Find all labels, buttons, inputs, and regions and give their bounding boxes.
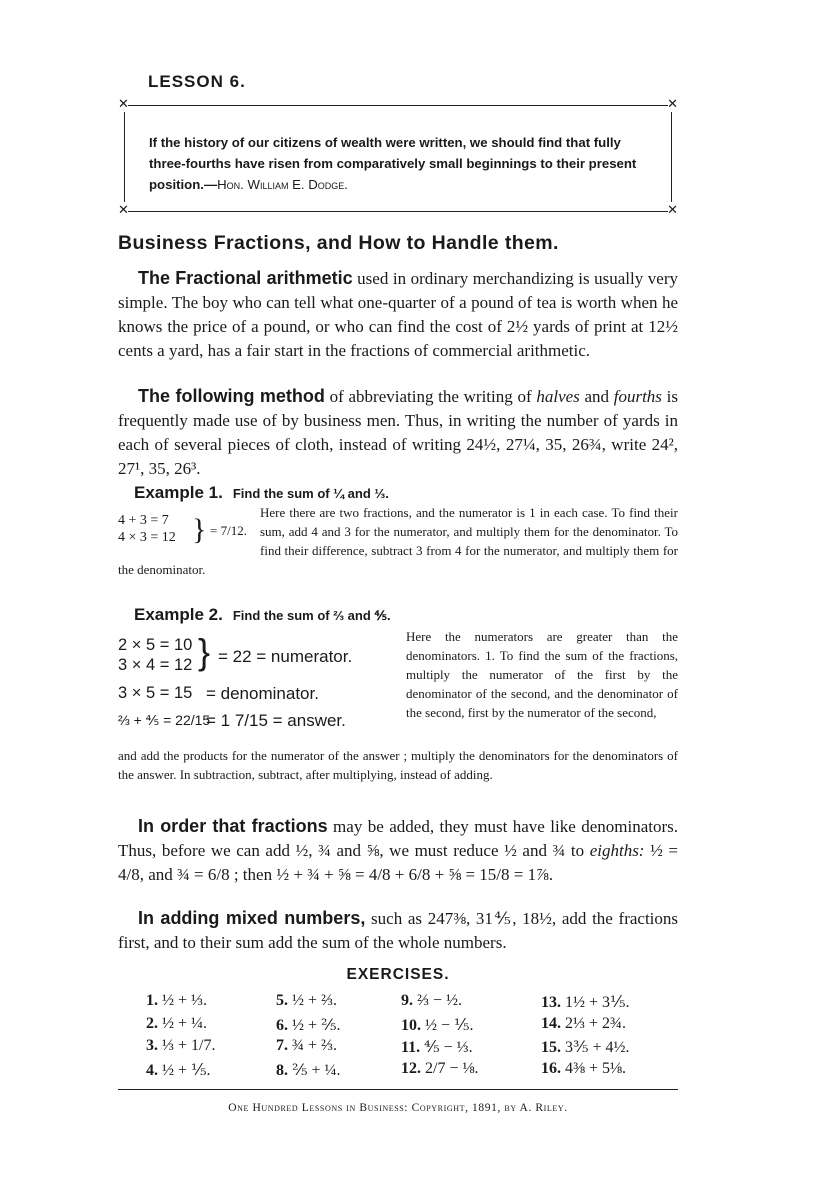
example-2-header: Example 2. Find the sum of ⅔ and ⅘.	[134, 605, 391, 624]
exercise-item: 1. ½ + ⅓.	[146, 992, 208, 1009]
exercise-item: 11. ⅘ − ⅓.	[401, 1039, 473, 1056]
exercise-item: 14. 2⅓ + 2¾.	[541, 1014, 627, 1032]
example-2-explanation: Here the numerators are greater than the denominators. 1. To find the sum of the fractions, multiply the numerator of the first by the denominator of the second, and the denominator of the second, first by the numerator of the second,	[406, 629, 678, 720]
paragraph-mixed-numbers: In adding mixed numbers, such as 247⅜, 31⅘, 18½, add the fractions first, and to their sum add the sum of the whole numbers.	[118, 908, 679, 952]
exercise-item: 8. ⅖ + ¼.	[276, 1061, 341, 1079]
page-footer: One Hundred Lessons in Business: Copyright, 1891, by A. Riley.	[228, 1102, 568, 1114]
exercise-column-4	[541, 992, 630, 1082]
ornament-icon: ✕	[118, 96, 129, 111]
exercise-item: 10. ½ − ⅕.	[401, 1016, 474, 1034]
quote-bottom-rule	[118, 202, 678, 218]
ornament-icon: ✕	[118, 202, 129, 217]
quote-box	[118, 96, 678, 218]
paragraph-in-order-that-fractions: In order that fractions may be added, they must have like denominators. Thus, before we can add ½, ¾ and ⅝, we must reduce ½ and ¾ to eighths: ½ = 4/8, and ¾ = 6/8 ; then ½ + ¾ + ⅝ = 4/8 + 6/8 + ⅝ = 15/8 = 1⅞.	[118, 816, 678, 884]
exercise-item: 2. ½ + ¼.	[146, 1014, 208, 1032]
exercise-item: 12. 2/7 − ⅛.	[401, 1059, 479, 1077]
exercise-item: 15. 3⅗ + 4½.	[541, 1039, 630, 1056]
exercise-column-3	[401, 992, 478, 1082]
quote-text: If the history of our citizens of wealth were written, we should find that fully three-fourths have risen from comparatively small beginnings to their present position.—Hon. William E. Dodge.	[149, 135, 637, 192]
exercise-item: 6. ½ + ⅖.	[276, 1016, 341, 1034]
example-1-header: Example 1. Find the sum of ¼ and ⅓.	[134, 483, 389, 502]
exercise-item: 7. ¾ + ⅔.	[276, 1037, 338, 1054]
quote-frame	[124, 112, 672, 202]
quote-author: Hon. William E. Dodge.	[217, 177, 348, 192]
paragraph-following-method: The following method of abbreviating the writing of halves and fourths is frequently made use of by business men. Thus, in writing the number of yards in each of several pieces of cloth, instead of writing 24½, 27¼, 35, 26¾, write 24², 27¹, 35, 26³.	[118, 386, 678, 478]
paragraph-fractional-arithmetic: The Fractional arithmetic used in ordinary merchandizing is usually very simple. The boy who can tell what one-quarter of a pound of tea is worth when he knows the price of a pound, or who can find the cost of 2½ yards of print at 12½ cents a yard, has a fair start in the fractions of commercial arithmetic.	[118, 268, 678, 360]
exercise-column-2	[276, 992, 341, 1082]
quote-top-rule	[118, 96, 678, 112]
exercise-item: 4. ½ + ⅕.	[146, 1061, 211, 1079]
example-2-math: 2 × 5 = 10 3 × 4 = 12 } = 22 = numerator. 3 × 5 = 15 = denominator. ⅔ + ⅘ = 22/15 = 1 7/15 = answer.	[118, 631, 353, 730]
lesson-title: LESSON 6.	[148, 72, 246, 91]
ornament-icon: ✕	[667, 96, 678, 111]
ornament-icon: ✕	[667, 202, 678, 217]
example-2-explanation-continued: and add the products for the numerator of the answer ; multiply the denominators for the denominators of the answer. In subtraction, subtract, after multiplying, instead of adding.	[118, 748, 678, 782]
exercise-item: 9. ⅔ − ½.	[401, 992, 463, 1009]
footer-rule	[118, 1089, 678, 1090]
section-heading: Business Fractions, and How to Handle them.	[118, 232, 559, 254]
exercise-item: 13. 1½ + 3⅕.	[541, 994, 630, 1011]
exercise-item: 3. ⅓ + 1/7.	[146, 1037, 216, 1054]
exercise-item: 16. 4⅜ + 5⅛.	[541, 1059, 627, 1077]
exercise-item: 5. ½ + ⅔.	[276, 992, 338, 1009]
exercises-title: EXERCISES.	[346, 966, 450, 983]
exercise-column-1	[146, 992, 215, 1082]
example-1-explanation: Here there are two fractions, and the numerator is 1 in each case. To find their sum, add 4 and 3 for the numerator, and multiply them for the denominator. To find their difference, subtract 3 from 4 for the numerator, and multiply them for the denominator.	[118, 505, 678, 577]
